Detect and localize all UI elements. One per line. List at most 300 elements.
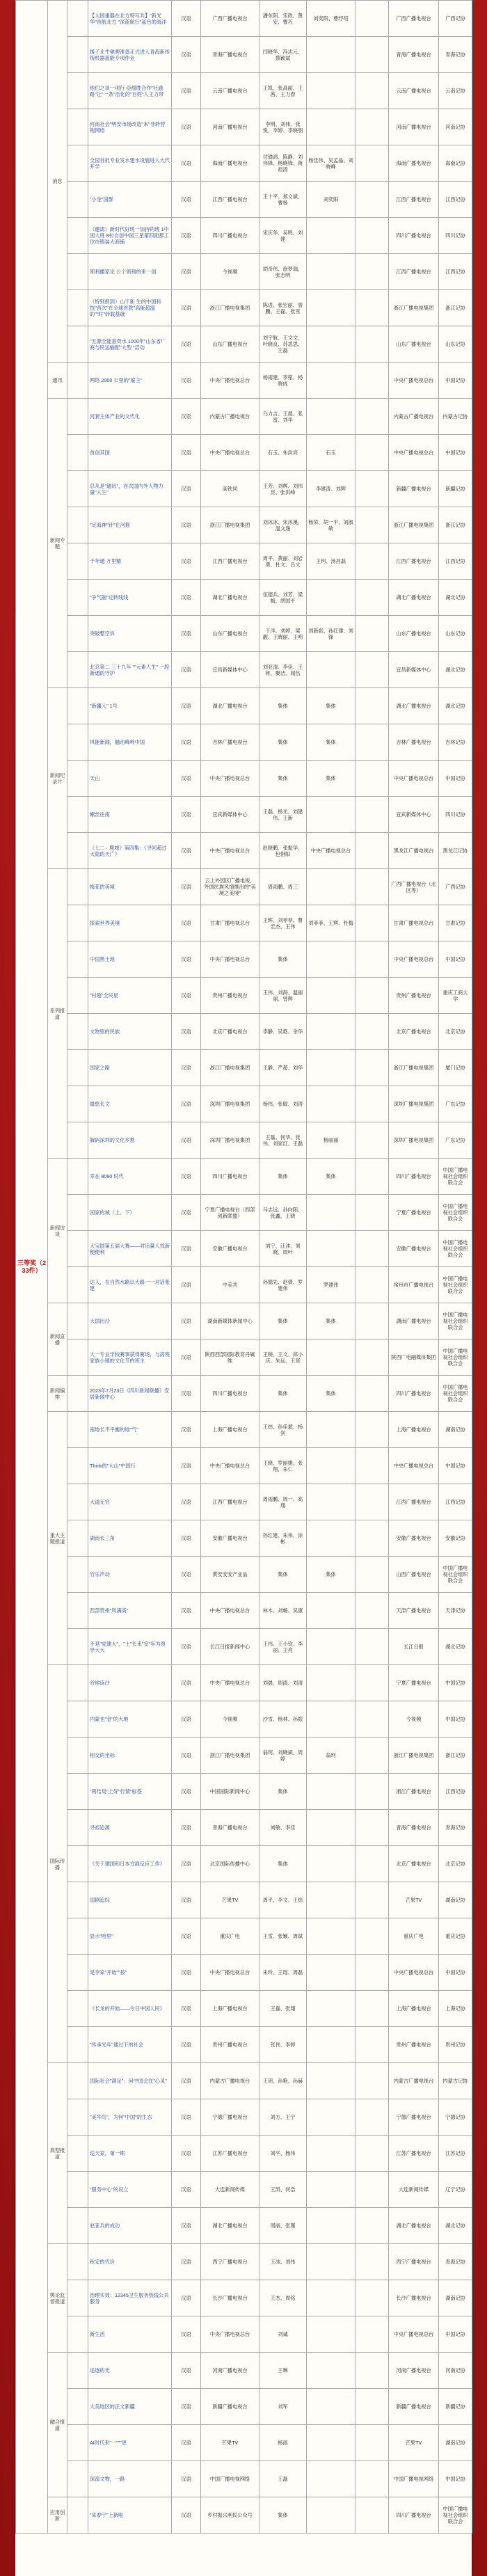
- producer-cell: 中央广播电视总台: [201, 1955, 260, 1991]
- work-title: （邀请）新时代好班一加持的班 1中国大班 8村自创中国三星第四面那工位市镇装大商铺: [88, 218, 172, 254]
- date-cell: [356, 2461, 389, 2497]
- date-cell: [356, 363, 389, 399]
- creators-cell: 集体: [260, 1557, 307, 1593]
- language-cell: 汉语: [172, 1918, 201, 1955]
- producer-cell: 北京广播电视台: [201, 1014, 260, 1050]
- table-row: [16, 1339, 472, 1376]
- producer-cell: 海南广播电视台: [201, 145, 260, 182]
- editors-cell: [307, 1810, 356, 1846]
- date-cell: [356, 941, 389, 978]
- work-title: 竹乐声动: [88, 1557, 172, 1593]
- work-title: 治理实效：12345卫生服务热线公共服务: [88, 2280, 172, 2316]
- category-cell: 应用创新: [48, 2497, 67, 2534]
- date-cell: [356, 1774, 389, 1810]
- creators-cell: 周雨鹏、周三: [260, 869, 307, 905]
- table-row: [16, 2461, 472, 2497]
- producer-cell: 浙江广播电视集团: [201, 507, 260, 543]
- producer-cell: 黄安安安产业品: [201, 1557, 260, 1593]
- table-row: [16, 1846, 472, 1882]
- producer-cell: 湖南新媒体新闻中心: [201, 1303, 260, 1339]
- editors-cell: [307, 1955, 356, 1991]
- table-row: [16, 797, 472, 833]
- language-cell: 汉语: [172, 2353, 201, 2389]
- editors-cell: [307, 869, 356, 905]
- work-title: 大道无穷: [88, 1484, 172, 1520]
- recommender-cell: 新疆记协: [439, 471, 472, 507]
- producer-cell: 河南广播电视台: [201, 109, 260, 145]
- publisher-cell: 海南广播电视台: [389, 145, 439, 182]
- publisher-cell: 浙江广播电视集团: [389, 1050, 439, 1086]
- language-cell: 汉语: [172, 1774, 201, 1810]
- editors-cell: [307, 941, 356, 978]
- language-cell: 汉语: [172, 218, 201, 254]
- table-row: [16, 724, 472, 761]
- category-cell: 消息: [48, 1, 67, 363]
- producer-cell: 高铁同: [201, 471, 260, 507]
- date-cell: [356, 1520, 389, 1557]
- category-cell: 系列报道: [48, 869, 67, 1159]
- language-cell: 汉语: [172, 290, 201, 326]
- recommender-cell: 湖北记协: [439, 652, 472, 688]
- recommender-cell: 浙江记协: [439, 290, 472, 326]
- publisher-cell: 中央广播电视总台: [389, 761, 439, 797]
- work-title: 相交的坐标: [88, 1738, 172, 1774]
- language-cell: 汉语: [172, 1665, 201, 1701]
- recommender-cell: 江西记协: [439, 254, 472, 290]
- date-cell: [356, 1882, 389, 1918]
- date-cell: [356, 218, 389, 254]
- producer-cell: 甘肃广播电视总台: [201, 905, 260, 941]
- editors-cell: 集体: [307, 1303, 356, 1339]
- editors-cell: [307, 2136, 356, 2172]
- creators-cell: 王炜、孙佳斌、杨剑: [260, 1412, 307, 1448]
- recommender-cell: 安徽记协: [439, 1520, 472, 1557]
- editors-cell: 翁珂: [307, 1738, 356, 1774]
- language-cell: 汉语: [172, 2389, 201, 2425]
- table-row: [16, 2389, 472, 2425]
- date-cell: [356, 2208, 389, 2244]
- blank-cell: [67, 326, 88, 363]
- recommender-cell: 青海记协: [439, 37, 472, 73]
- publisher-cell: 浙江广播电视集团: [389, 290, 439, 326]
- editors-cell: [307, 2172, 356, 2208]
- creators-cell: 王磊、张翔: [260, 1991, 307, 2027]
- recommender-cell: 吉林记协: [439, 724, 472, 761]
- language-cell: 汉语: [172, 616, 201, 652]
- creators-cell: 周平、黄丽、刘岩勇、杜文、吕文: [260, 543, 307, 580]
- creators-cell: 集体: [260, 1774, 307, 1810]
- producer-cell: 江苏广播电视台: [201, 2136, 260, 2172]
- work-title: 河套主体产业的文代化: [88, 399, 172, 435]
- publisher-cell: 安徽广播电视台: [389, 1520, 439, 1557]
- table-row: [16, 145, 472, 182]
- publisher-cell: 宜宾新媒体中心: [389, 797, 439, 833]
- date-cell: [356, 2425, 389, 2461]
- date-cell: [356, 2353, 389, 2389]
- recommender-cell: 广东记协: [439, 1122, 472, 1159]
- date-cell: [356, 1918, 389, 1955]
- language-cell: 汉语: [172, 2461, 201, 2497]
- work-title: 大国出沙: [88, 1303, 172, 1339]
- language-cell: 汉语: [172, 1267, 201, 1303]
- blank-cell: [67, 580, 88, 616]
- work-title: 巡天家，第一期: [88, 2136, 172, 2172]
- blank-cell: [67, 1412, 88, 1448]
- creators-cell: 集体: [260, 941, 307, 978]
- blank-cell: [67, 471, 88, 507]
- blank-cell: [67, 145, 88, 182]
- date-cell: [356, 1991, 389, 2027]
- creators-cell: 翁珂、刘晓斌、周婷: [260, 1738, 307, 1774]
- producer-cell: 深圳广播电视集团: [201, 1086, 260, 1122]
- editors-cell: [307, 1846, 356, 1882]
- date-cell: [356, 1738, 389, 1774]
- creators-cell: 孙红建、朱伟、涂彬: [260, 1520, 307, 1557]
- producer-cell: 芒果TV: [201, 2425, 260, 2461]
- language-cell: 汉语: [172, 435, 201, 471]
- creators-cell: 刘宇航、王文文、叶晓良、苏思思、王磊: [260, 326, 307, 363]
- date-cell: [356, 2063, 389, 2099]
- blank-cell: [67, 2280, 88, 2316]
- recommender-cell: 湖北记协: [439, 580, 472, 616]
- table-row: [16, 254, 472, 290]
- table-row: [16, 37, 472, 73]
- editors-cell: [307, 1014, 356, 1050]
- producer-cell: 四川广播电视台: [201, 218, 260, 254]
- recommender-cell: 中国记协: [439, 1955, 472, 1991]
- recommender-cell: 上海记协: [439, 1991, 472, 2027]
- recommender-cell: 中国广播电视社会组织联合会: [439, 1303, 472, 1339]
- language-cell: 汉语: [172, 1303, 201, 1339]
- date-cell: [356, 1267, 389, 1303]
- publisher-cell: 陕西广电融媒体集团: [389, 1339, 439, 1376]
- language-cell: 汉语: [172, 2425, 201, 2461]
- work-title: 解码深圳的文化乡愁: [88, 1122, 172, 1159]
- recommender-cell: 青海记协: [439, 2244, 472, 2280]
- work-title: "小金"国群: [88, 182, 172, 218]
- work-title: "美华鸟"，为何"中国"的生态: [88, 2099, 172, 2136]
- table-row: [16, 2497, 472, 2534]
- category-cell: 融合报道: [48, 2353, 67, 2497]
- work-title: 大美地区的正文新疆: [88, 2389, 172, 2425]
- producer-cell: 湖北广播电视台: [201, 2208, 260, 2244]
- creators-cell: 周雨鹏、周一、高翔: [260, 1484, 307, 1520]
- work-title: 天山: [88, 761, 172, 797]
- table-row: [16, 1738, 472, 1774]
- publisher-cell: 中央广播电视总台: [389, 363, 439, 399]
- editors-cell: [307, 363, 356, 399]
- table-row: [16, 2208, 472, 2244]
- publisher-cell: 常州市广播电视台: [389, 1267, 439, 1303]
- work-title: AI时代来"一"""更: [88, 2425, 172, 2461]
- table-row: [16, 1231, 472, 1267]
- recommender-cell: 北京记协: [439, 1014, 472, 1050]
- publisher-cell: 四川广播电视台: [389, 2497, 439, 2534]
- publisher-cell: 内蒙古广播电视台: [389, 2063, 439, 2099]
- date-cell: [356, 2172, 389, 2208]
- producer-cell: 中央广播电视总台: [201, 941, 260, 978]
- publisher-cell: 浙江广播电视台: [389, 1774, 439, 1810]
- award-table-sheet: [15, 0, 472, 2576]
- editors-cell: 中央广播电视总台: [307, 833, 356, 869]
- recommender-cell: 中国广播电视社会组织联合会: [439, 1195, 472, 1231]
- publisher-cell: 宁德广播电视台: [389, 2099, 439, 2136]
- language-cell: 汉语: [172, 869, 201, 905]
- blank-cell: [67, 941, 88, 978]
- blank-cell: [67, 2027, 88, 2063]
- date-cell: [356, 1557, 389, 1593]
- producer-cell: 宜宾新媒体中心: [201, 797, 260, 833]
- recommender-cell: 湖北记协: [439, 2208, 472, 2244]
- work-title: 首创其国: [88, 435, 172, 471]
- creators-cell: 赵晓鹏、张振华、包惜阳: [260, 833, 307, 869]
- blank-cell: [67, 905, 88, 941]
- producer-cell: 贵州广播电视台: [201, 2027, 260, 2063]
- creators-cell: 刘方、王宁: [260, 2099, 307, 2136]
- recommender-cell: 重庆记协: [439, 1918, 472, 1955]
- date-cell: [356, 37, 389, 73]
- table-row: [16, 1882, 472, 1918]
- creators-cell: 王杰、周铭: [260, 2280, 307, 2316]
- table-row: [16, 652, 472, 688]
- work-title: "五源全能基资水 1000年"山东省厂商与民运输配"大型 "活动: [88, 326, 172, 363]
- editors-cell: [307, 2316, 356, 2353]
- date-cell: [356, 978, 389, 1014]
- publisher-cell: 上海广播电视台: [389, 1412, 439, 1448]
- publisher-cell: 湖北广播电视台: [389, 688, 439, 724]
- table-row: [16, 833, 472, 869]
- date-cell: [356, 833, 389, 869]
- language-cell: 汉语: [172, 1484, 201, 1520]
- category-cell: 新闻访谈: [48, 1159, 67, 1303]
- producer-cell: 湖北广播电视台: [201, 580, 260, 616]
- recommender-cell: 江苏记协: [439, 2136, 472, 2172]
- language-cell: 汉语: [172, 580, 201, 616]
- editors-cell: [307, 978, 356, 1014]
- work-title: 探索世界美境: [88, 905, 172, 941]
- blank-cell: [67, 543, 88, 580]
- work-title: （特别报到）山于新 生的中国科技"首次"在全球首款"高能超温的""时"转载基础: [88, 290, 172, 326]
- date-cell: [356, 688, 389, 724]
- producer-cell: 四川广播电视台: [201, 1159, 260, 1195]
- producer-cell: 重庆广电: [201, 1918, 260, 1955]
- blank-cell: [67, 363, 88, 399]
- publisher-cell: 四川广播电视台: [389, 1159, 439, 1195]
- date-cell: [356, 2027, 389, 2063]
- date-cell: [356, 1231, 389, 1267]
- blank-cell: [67, 2172, 88, 2208]
- award-table-body: [16, 1, 472, 2534]
- producer-cell: 吉林广播电视台: [201, 724, 260, 761]
- producer-cell: 江西广播电视台: [201, 543, 260, 580]
- date-cell: [356, 1484, 389, 1520]
- recommender-cell: 湖南记协: [439, 1412, 472, 1448]
- creators-cell: 胡奇伟、徐梦瑞、张志明: [260, 254, 307, 290]
- producer-cell: 今视频: [201, 254, 260, 290]
- language-cell: 汉语: [172, 37, 201, 73]
- creators-cell: 王晓、罗丽娟、张翔、朱仁: [260, 1448, 307, 1484]
- blank-cell: [67, 1339, 88, 1376]
- creators-cell: 王晓、王文、郑小庆、朱远、王贤: [260, 1339, 307, 1376]
- publisher-cell: 山西广播电视台: [389, 1557, 439, 1593]
- date-cell: [356, 652, 389, 688]
- producer-cell: 中国国际新闻中心: [201, 1774, 260, 1810]
- table-row: [16, 2027, 472, 2063]
- creators-cell: 王凯、何浩: [260, 2172, 307, 2208]
- producer-cell: 贵州广播电视台: [201, 978, 260, 1014]
- creators-cell: 周平、李文、王炜: [260, 1882, 307, 1918]
- editors-cell: [307, 37, 356, 73]
- editors-cell: [307, 1918, 356, 1955]
- work-title: 他们之谈一项行 亞细胜合作"社通路"让"一条"沿化的"百姓"人王力带: [88, 73, 172, 109]
- creators-cell: 王伟、刘海、温丽丽、曾辉: [260, 978, 307, 1014]
- language-cell: 汉语: [172, 2099, 201, 2136]
- creators-cell: 李明、刘伟、张悦、李婷、李晓朋: [260, 109, 307, 145]
- producer-cell: 陕西西部国际教育丹属维: [201, 1339, 260, 1376]
- recommender-cell: 湖南记协: [439, 1882, 472, 1918]
- producer-cell: 长江日报新闻中心: [201, 1629, 260, 1665]
- award-table: [15, 0, 472, 2534]
- publisher-cell: 芒果TV: [389, 2425, 439, 2461]
- recommender-cell: 内蒙古记协: [439, 2063, 472, 2099]
- blank-cell: [67, 1484, 88, 1520]
- blank-cell: [67, 1303, 88, 1339]
- date-cell: [356, 797, 389, 833]
- creators-cell: 刘亚清、李佳、王蒋、聚洁、闻伍: [260, 652, 307, 688]
- language-cell: 汉语: [172, 797, 201, 833]
- work-title: 大一专业学校赛事获得赛场，与高班家族小镇的文化节的班主: [88, 1339, 172, 1376]
- blank-cell: [67, 2136, 88, 2172]
- work-title: 是李家"开始""按": [88, 1955, 172, 1991]
- editors-cell: [307, 2353, 356, 2389]
- publisher-cell: 湖北广播电视台: [389, 580, 439, 616]
- recommender-cell: 中国广播电视社会组织联合会: [439, 1231, 472, 1267]
- editors-cell: [307, 2461, 356, 2497]
- language-cell: 汉语: [172, 1412, 201, 1448]
- creators-cell: 孙德先、赵倩、罗建伟: [260, 1267, 307, 1303]
- date-cell: [356, 326, 389, 363]
- editors-cell: 王珂、汤昌磊: [307, 543, 356, 580]
- language-cell: 汉语: [172, 941, 201, 978]
- publisher-cell: 安徽广播电视台: [389, 1231, 439, 1267]
- publisher-cell: 广西广播电视台: [389, 1, 439, 37]
- editors-cell: 集体: [307, 688, 356, 724]
- date-cell: [356, 1195, 389, 1231]
- producer-cell: 中央广播电视总台: [201, 761, 260, 797]
- date-cell: [356, 2099, 389, 2136]
- language-cell: 汉语: [172, 2316, 201, 2353]
- recommender-cell: 贵州记协: [439, 2027, 472, 2063]
- work-title: 赵亚兵的成功: [88, 2208, 172, 2244]
- table-row: [16, 1557, 472, 1593]
- work-title: 最悠长文: [88, 1086, 172, 1122]
- creators-cell: 王凯、张高丽、王茜、王力春: [260, 73, 307, 109]
- editors-cell: [307, 2425, 356, 2461]
- date-cell: [356, 1122, 389, 1159]
- category-cell: 典型报道: [48, 2063, 67, 2244]
- creators-cell: 王冰、刘伟: [260, 2244, 307, 2280]
- publisher-cell: 江西广播电视台: [389, 543, 439, 580]
- work-title: 谷地读沙: [88, 1665, 172, 1701]
- language-cell: 汉语: [172, 109, 201, 145]
- date-cell: [356, 543, 389, 580]
- language-cell: 汉语: [172, 1810, 201, 1846]
- category-cell: 新闻编排: [48, 1376, 67, 1412]
- recommender-cell: 江西记协: [439, 543, 472, 580]
- blank-cell: [67, 218, 88, 254]
- editors-cell: [307, 1991, 356, 2027]
- table-row: [16, 1484, 472, 1520]
- editors-cell: [307, 73, 356, 109]
- language-cell: 汉语: [172, 399, 201, 435]
- editors-cell: [307, 2063, 356, 2099]
- creators-cell: 伍德兵、刘芳、梁梅、胡国平: [260, 580, 307, 616]
- table-row: [16, 2099, 472, 2136]
- table-row: [16, 688, 472, 724]
- category-cell: 通讯: [48, 363, 67, 399]
- work-title: 大宝国第五届大赛——对话量人找新便便利: [88, 1231, 172, 1267]
- table-row: [16, 1122, 472, 1159]
- language-cell: 汉语: [172, 1448, 201, 1484]
- date-cell: [356, 1701, 389, 1738]
- table-row: [16, 1448, 472, 1484]
- recommender-cell: 黑龙江记协: [439, 833, 472, 869]
- publisher-cell: 内蒙古广播电视台: [389, 399, 439, 435]
- date-cell: [356, 507, 389, 543]
- language-cell: 汉语: [172, 2244, 201, 2280]
- editors-cell: [307, 1448, 356, 1484]
- blank-cell: [67, 724, 88, 761]
- language-cell: 汉语: [172, 326, 201, 363]
- creators-cell: 集体: [260, 761, 307, 797]
- publisher-cell: 甘肃广播电视总台: [389, 905, 439, 941]
- blank-cell: [67, 652, 88, 688]
- blank-cell: [67, 1629, 88, 1665]
- creators-cell: 刘平、杨伟: [260, 2136, 307, 2172]
- blank-cell: [67, 1086, 88, 1122]
- creators-cell: 王玥、孙艳、孙赫: [260, 2063, 307, 2099]
- editors-cell: 集体: [307, 1376, 356, 1412]
- publisher-cell: 长江日报: [389, 1629, 439, 1665]
- producer-cell: 江西广播电视台: [201, 182, 260, 218]
- recommender-cell: 四川记协: [439, 218, 472, 254]
- work-title: "服务中心"的设立: [88, 2172, 172, 2208]
- publisher-cell: 深圳广播电视集团: [389, 1086, 439, 1122]
- editors-cell: [307, 1339, 356, 1376]
- blank-cell: [67, 869, 88, 905]
- creators-cell: 于洋、刘婷、梁靓、王晓丽、王明: [260, 616, 307, 652]
- language-cell: 汉语: [172, 1593, 201, 1629]
- blank-cell: [67, 2316, 88, 2353]
- blank-cell: [67, 290, 88, 326]
- date-cell: [356, 1159, 389, 1195]
- blank-cell: [67, 399, 88, 435]
- producer-cell: 中央广播电视总台: [201, 1593, 260, 1629]
- table-row: [16, 182, 472, 218]
- publisher-cell: 青海广播电视台: [389, 37, 439, 73]
- publisher-cell: 长沙广播电视台: [389, 2280, 439, 2316]
- editors-cell: 刘奕阳、曹纾绍: [307, 1, 356, 37]
- producer-cell: 江西广播电视台: [201, 1484, 260, 1520]
- work-title: 2023年7月23日《四川新闻联播》安居新闻中心: [88, 1376, 172, 1412]
- language-cell: 汉语: [172, 1955, 201, 1991]
- table-row: [16, 1629, 472, 1665]
- editors-cell: [307, 218, 356, 254]
- recommender-cell: 山东记协: [439, 326, 472, 363]
- editors-cell: [307, 254, 356, 290]
- work-title: 《长龙的开始——今日中国人民》: [88, 1991, 172, 2027]
- table-row: [16, 761, 472, 797]
